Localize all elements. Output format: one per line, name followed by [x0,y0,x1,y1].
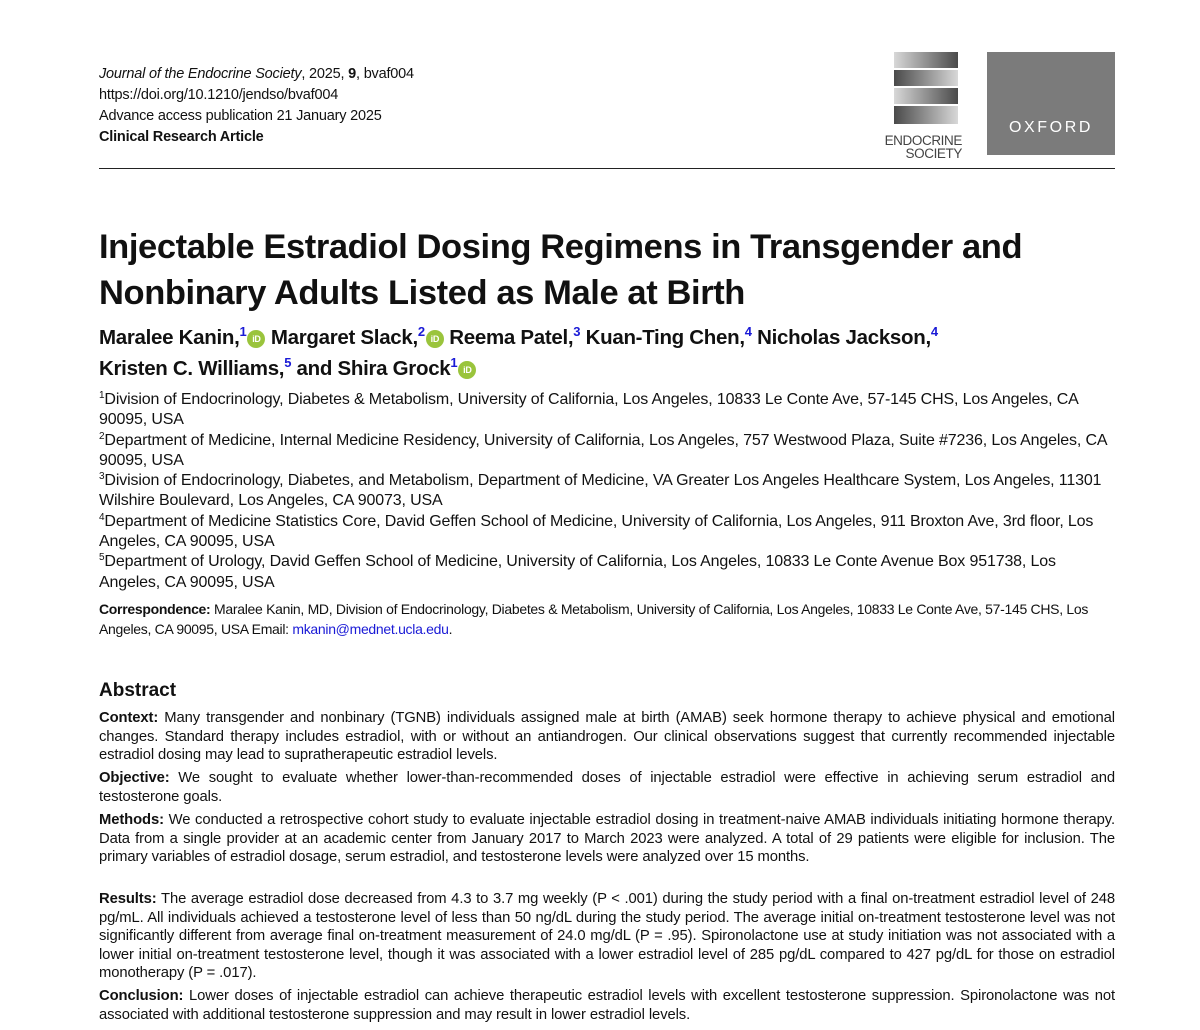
author[interactable] [757,326,938,349]
affiliation-marker[interactable]: 2 [417,324,425,339]
author-name: and Shira Grock [296,357,451,380]
author[interactable] [586,326,752,349]
article-metadata [99,64,414,148]
abstract-results [99,890,1115,983]
oxford-logo [987,52,1115,155]
volume: 9 [348,66,357,82]
affiliation-marker[interactable]: 4 [930,324,938,339]
article-title: Injectable Estradiol Dosing Regimens in Transgender and Nonbinary Adults Listed as Male at Birth [99,228,1023,312]
journal-name: Journal of the Endocrine Society [99,66,302,82]
endocrine-word: ENDOCRINE [884,133,962,148]
affiliation-marker[interactable]: 4 [744,324,752,339]
abstract-heading: Abstract [99,680,177,701]
author[interactable] [99,357,291,380]
conclusion-label: Conclusion: [99,988,184,1004]
affiliation-number: 5 [99,552,105,564]
context-label: Context: [99,710,159,726]
affiliation-text: Division of Endocrinology, Diabetes, and Metabolism, Department of Medicine, VA Greater Los Angeles Healthcare System, Los Angeles, 11301 Wilshire Boulevard, Los Angeles, CA 90073, USA [99,472,1102,510]
affiliation-marker[interactable]: 1 [450,355,458,370]
author[interactable] [297,357,477,380]
endocrine-society-icon [894,52,958,124]
abstract-methods [99,811,1115,867]
oxford-wordmark: OXFORD [1008,119,1094,136]
author-name: Margaret Slack, [270,326,418,349]
endocrine-society-wordmark [866,134,962,160]
affiliation [99,431,1115,472]
article-type: Clinical Research Article [99,129,264,145]
author[interactable] [449,326,580,349]
author-name: Kuan-Ting Chen, [585,326,745,349]
affiliation-text: Division of Endocrinology, Diabetes & Metabolism, University of California, Los Angeles, 10833 Le Conte Ave, 57-145 CHS, Los Angeles, CA 90095, USA [99,391,1078,429]
author-list [99,322,1115,384]
doi-link[interactable]: https://doi.org/10.1210/jendso/bvaf004 [99,87,339,103]
orcid-icon[interactable]: iD [458,361,476,379]
context-text: Many transgender and nonbinary (TGNB) individuals assigned male at birth (AMAB) seek hormone therapy to achieve physical and emotional changes. Standard therapy includes estradiol, with or without an antiandrogen. Our clinical observations suggest that currently recommended injectable estradiol dosing may lead to supratherapeutic estradiol levels. [99,710,1115,764]
correspondence-end: . [448,621,453,637]
affiliation-number: 4 [99,511,105,523]
journal-citation [99,64,414,85]
affiliation-list [99,390,1115,593]
affiliation-number: 1 [99,390,105,401]
conclusion-text: Lower doses of injectable estradiol can achieve therapeutic estradiol levels with excellent testosterone suppression. Spironolactone was not associated with additional testosterone suppression and may result in lower estradiol levels. [99,988,1115,1023]
affiliation-number: 3 [99,471,105,483]
affiliation [99,390,1115,431]
methods-label: Methods: [99,812,164,828]
correspondence [99,599,1115,639]
abstract-conclusion [99,987,1115,1024]
advance-access-date: Advance access publication 21 January 2025 [99,108,382,124]
author[interactable] [271,326,444,349]
objective-text: We sought to evaluate whether lower-than-recommended doses of injectable estradiol were effective in achieving serum estradiol and testosterone goals. [99,770,1115,805]
society-word: SOCIETY [905,146,962,161]
author[interactable] [99,326,265,349]
author-name: Kristen C. Williams, [99,357,285,380]
abstract-context [99,709,1115,765]
affiliation-marker[interactable]: 1 [239,324,247,339]
affiliation-text: Department of Medicine Statistics Core, David Geffen School of Medicine, University of California, Los Angeles, 911 Broxton Ave, 3rd floor, Los Angeles, CA 90095, USA [99,512,1094,551]
affiliation-text: Department of Urology, David Geffen School of Medicine, University of California, Los Angeles, 10833 Le Conte Avenue Box 951738, Los Angeles, CA 90095, USA [99,553,1056,591]
year: , 2025, [301,66,349,82]
objective-label: Objective: [99,770,170,786]
orcid-icon[interactable]: iD [426,330,444,348]
email-link[interactable]: mkanin@mednet.ucla.edu [292,621,449,637]
abstract-objective [99,769,1115,806]
author-name: Reema Patel, [449,326,574,349]
affiliation-number: 2 [99,430,105,442]
correspondence-text: Maralee Kanin, MD, Division of Endocrinology, Diabetes & Metabolism, University of California, Los Angeles, 10833 Le Conte Ave, 57-145 CHS, Los Angeles, CA 90095, USA Email: [99,601,1089,637]
results-text: The average estradiol dose decreased from 4.3 to 3.7 mg weekly (P < .001) during the study period with a final on-treatment estradiol level of 248 pg/mL. All individuals achieved a testosterone level of less than 50 ng/dL during the study period. The average initial on-treatment testosterone level was not significantly different from average final on-treatment measurement of 24.0 mg/dL (P = .95). Spironolactone use at study initiation was not associated with a lower initial on-treatment testosterone level, though it was associated with a lower estradiol level of 285 pg/dL compared to 427 pg/dL for those on estradiol monotherapy (P = .017). [99,891,1115,982]
affiliation-text: Department of Medicine, Internal Medicine Residency, University of California, Los Angeles, 757 Westwood Plaza, Suite #7236, Los Angeles, CA 90095, USA [99,431,1107,469]
endocrine-society-logo [866,52,962,164]
results-label: Results: [99,891,157,907]
methods-text: We conducted a retrospective cohort study to evaluate injectable estradiol dosing in treatment-naive AMAB individuals initiating hormone therapy. Data from a single provider at an academic center from January 2017 to March 2023 were analyzed. A total of 29 patients were eligible for inclusion. The primary variables of estradiol dosage, serum estradiol, and testosterone levels were analyzed over 15 months. [99,812,1115,866]
correspondence-label: Correspondence: [99,601,211,617]
affiliation-marker[interactable]: 5 [284,355,292,370]
affiliation-marker[interactable]: 3 [573,324,581,339]
article-id: , bvaf004 [356,66,414,82]
affiliation [99,471,1115,512]
author-name: Nicholas Jackson, [757,326,931,349]
affiliation [99,512,1115,553]
affiliation [99,552,1115,593]
author-name: Maralee Kanin, [99,326,240,349]
header-divider [99,168,1115,169]
orcid-icon[interactable]: iD [247,330,265,348]
